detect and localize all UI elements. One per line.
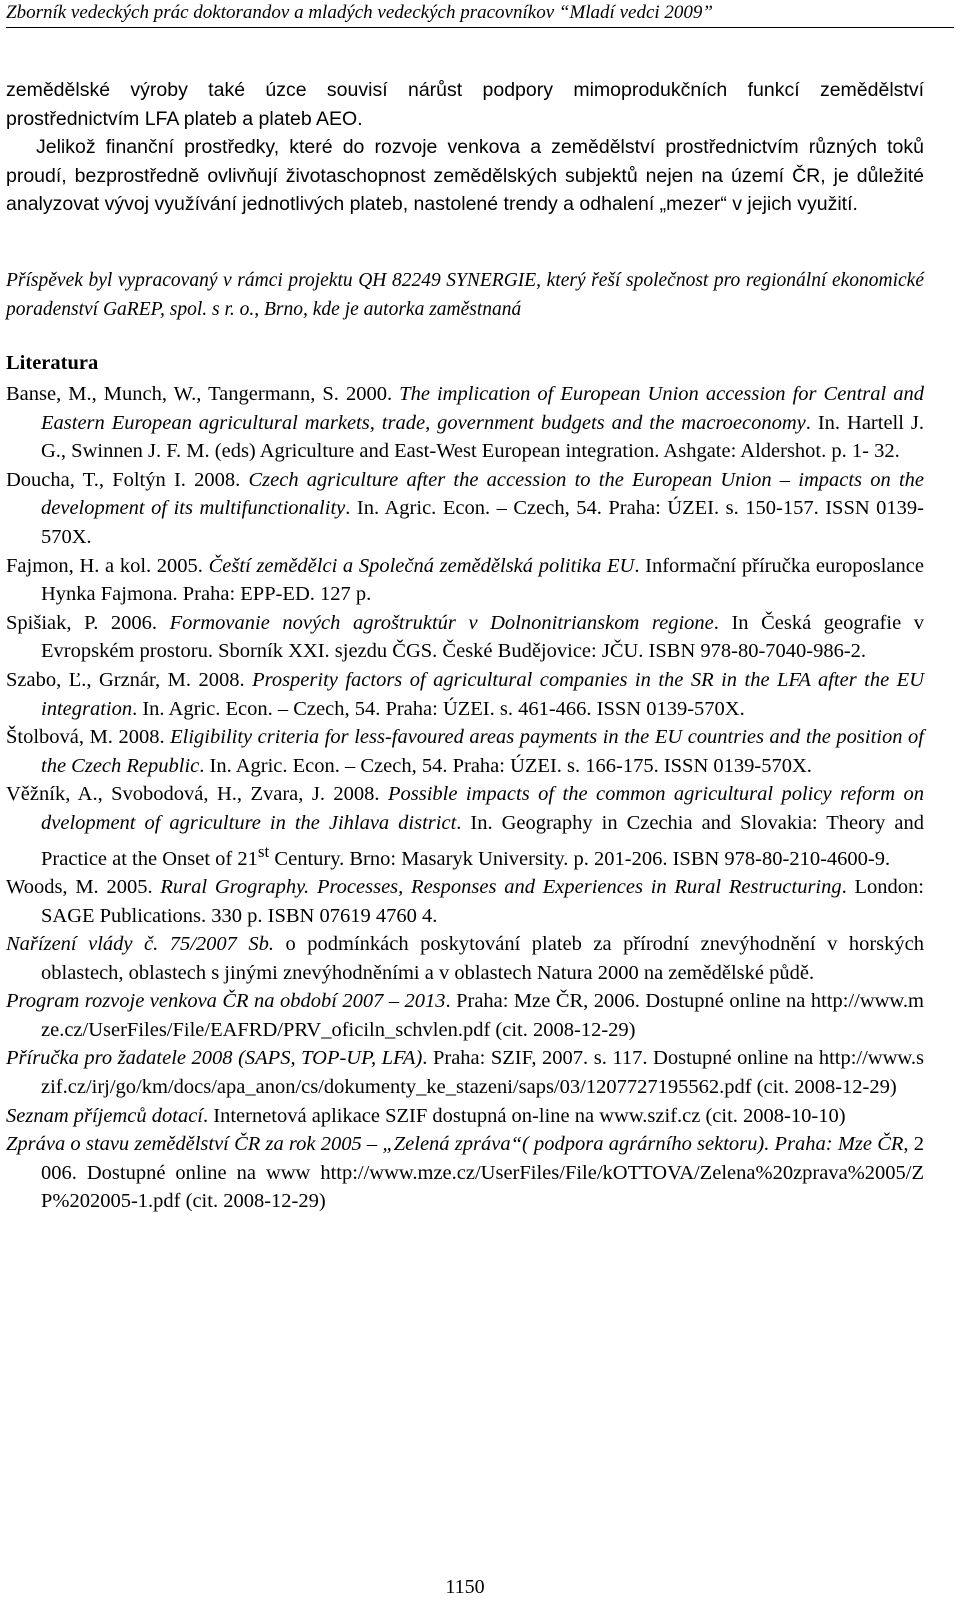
ref-details: o podmínkách poskytování plateb za přírodní znevýhodnění v horských oblastech, oblastech s jinými znevýhodněními a v oblastech Natura 2000 na zemědělské půdě. [41,933,924,984]
acknowledgement: Příspěvek byl vypracovaný v rámci projektu QH 82249 SYNERGIE, který řeší společnost pro regionální ekonomické poradenství GaREP, spol. s r. o., Brno, kde je autorka zaměstnaná [6,270,924,320]
literature-heading: Literatura [6,352,99,374]
reference-item [6,930,924,987]
ref-superscript: st [257,841,270,861]
ref-details: . In. Agric. Econ. – Czech, 54. Praha: ÚZEI. s. 166-175. ISSN 0139-570X. [199,754,812,777]
reference-item [6,380,924,466]
ref-title: Příručka pro žadatele 2008 (SAPS, TOP-UP, LFA) [6,1047,423,1070]
ref-details: . In. Geography in Czechia and Slovakia: Theory and Practice at the Onset of 21 [41,811,924,870]
reference-list [6,380,924,1216]
reference-item [6,1102,924,1131]
reference-item [6,552,924,609]
reference-item [6,666,924,723]
reference-item [6,987,924,1044]
ref-title: Rural Grography. Processes, Responses and Experiences in Rural Restructuring [160,875,842,898]
page-number: 1150 [445,1576,485,1598]
ref-title: Program rozvoje venkova ČR na období 2007 – 2013 [6,990,446,1013]
body-text [6,76,924,219]
ref-authors: Fajmon, H. a kol. 2005. [6,554,209,577]
ref-authors: Woods, M. 2005. [6,875,161,898]
ref-authors: Věžník, A., Svobodová, H., Zvara, J. 2008. [6,783,388,806]
paragraph-1: zemědělské výroby také úzce souvisí nárůst podpory mimoprodukčních funkcí zemědělství prostřednictvím LFA plateb a plateb AEO. [6,79,924,130]
ref-title: Prosperity factors of agricultural companies in the SR in the LFA after the EU integration [41,668,924,720]
ref-details: . Informační příručka europoslance Hynka Fajmona. Praha: EPP-ED. 127 p. [41,554,925,606]
ref-title: Čeští zemědělci a Společná zemědělská politika EU [208,554,635,577]
ref-authors: Štolbová, M. 2008. [6,726,171,749]
ref-title: Czech agriculture after the accession to the European Union – impacts on the development of its multifunctionality [41,468,924,520]
reference-item [6,780,924,873]
ref-authors: Banse, M., Munch, W., Tangermann, S. 2000. [6,383,400,405]
ref-details: . Praha: SZIF, 2007. s. 117. Dostupné online na http://www.szif.cz/irj/go/km/docs/apa_anon/cs/dokumenty_ke_stazeni/saps/03/1207727195562.pdf (cit. 2008-12-29) [41,1047,924,1099]
ref-title: Eligibility criteria for less-favoured areas payments in the EU countries and the position of the Czech Republic [41,726,924,777]
ref-title: Zpráva o stavu zemědělství ČR za rok 2005 – „Zelená zpráva“( podpora agrárního sektoru). Praha: Mze ČR [6,1133,904,1156]
ref-title: Seznam příjemců dotací [6,1104,203,1127]
ref-title: Nařízení vlády č. 75/2007 Sb. [6,933,275,956]
ref-details: . In Česká geografie v Evropském prostoru. Sborník XXI. sjezdu ČGS. České Budějovice: JČU. ISBN 978-80-7040-986-2. [41,611,924,663]
ref-title: Possible impacts of the common agricultural policy reform on dvelopment of agriculture in the Jihlava district [41,783,924,834]
ref-details: . In. Agric. Econ. – Czech, 54. Praha: ÚZEI. s. 461-466. ISSN 0139-570X. [132,697,745,720]
journal-header: Zborník vedeckých prác doktorandov a mladých vedeckých pracovníkov “Mladí vedci 2009” [6,2,713,23]
ref-details-cont: Century. Brno: Masaryk University. p. 201-206. ISBN 978-80-210-4600-9. [269,847,891,870]
ref-details: . In. Hartell J. G., Swinnen J. F. M. (eds) Agriculture and East-West European integration. Ashgate: Aldershot. p. 1- 32. [41,411,924,463]
reference-item [6,723,924,780]
ref-title: The implication of European Union accession for Central and Eastern European agricultural markets, trade, government budgets and the macroeconomy [41,383,924,434]
reference-item [6,1130,924,1216]
ref-details: . Praha: Mze ČR, 2006. Dostupné online na http://www.mze.cz/UserFiles/File/EAFRD/PRV_oficiln_schvlen.pdf (cit. 2008-12-29) [41,990,924,1041]
reference-item [6,466,924,552]
paragraph-2: Jelikož finanční prostředky, které do rozvoje venkova a zemědělství prostřednictvím různých toků proudí, bezprostředně ovlivňují životaschopnost zemědělských subjektů nejen na území ČR, je důležité analyzovat vývoj využívání jednotlivých plateb, nastolené trendy a odhalení „mezer“ v jejich využití. [6,136,924,216]
reference-item [6,609,924,666]
ref-details: . London: SAGE Publications. 330 p. ISBN 07619 4760 4. [41,875,924,927]
ref-authors: Doucha, T., Foltýn I. 2008. [6,468,249,491]
reference-item [6,1044,924,1101]
ref-details: . Internetová aplikace SZIF dostupná on-line na www.szif.cz (cit. 2008-10-10) [203,1104,846,1127]
header-rule [6,27,954,28]
ref-details: . In. Agric. Econ. – Czech, 54. Praha: ÚZEI. s. 150-157. ISSN 0139-570X. [41,497,924,548]
ref-authors: Spišiak, P. 2006. [6,611,170,634]
ref-title: Formovanie nových agroštruktúr v Dolnonitrianskom regione [169,611,714,634]
ref-details: , 2006. Dostupné online na www http://www.mze.cz/UserFiles/File/kOTTOVA/Zelena%20zprava%2005/ZP%202005-1.pdf (cit. 2008-12-29) [41,1133,924,1213]
reference-item [6,873,924,930]
ref-authors: Szabo, Ľ., Grznár, M. 2008. [6,668,253,691]
